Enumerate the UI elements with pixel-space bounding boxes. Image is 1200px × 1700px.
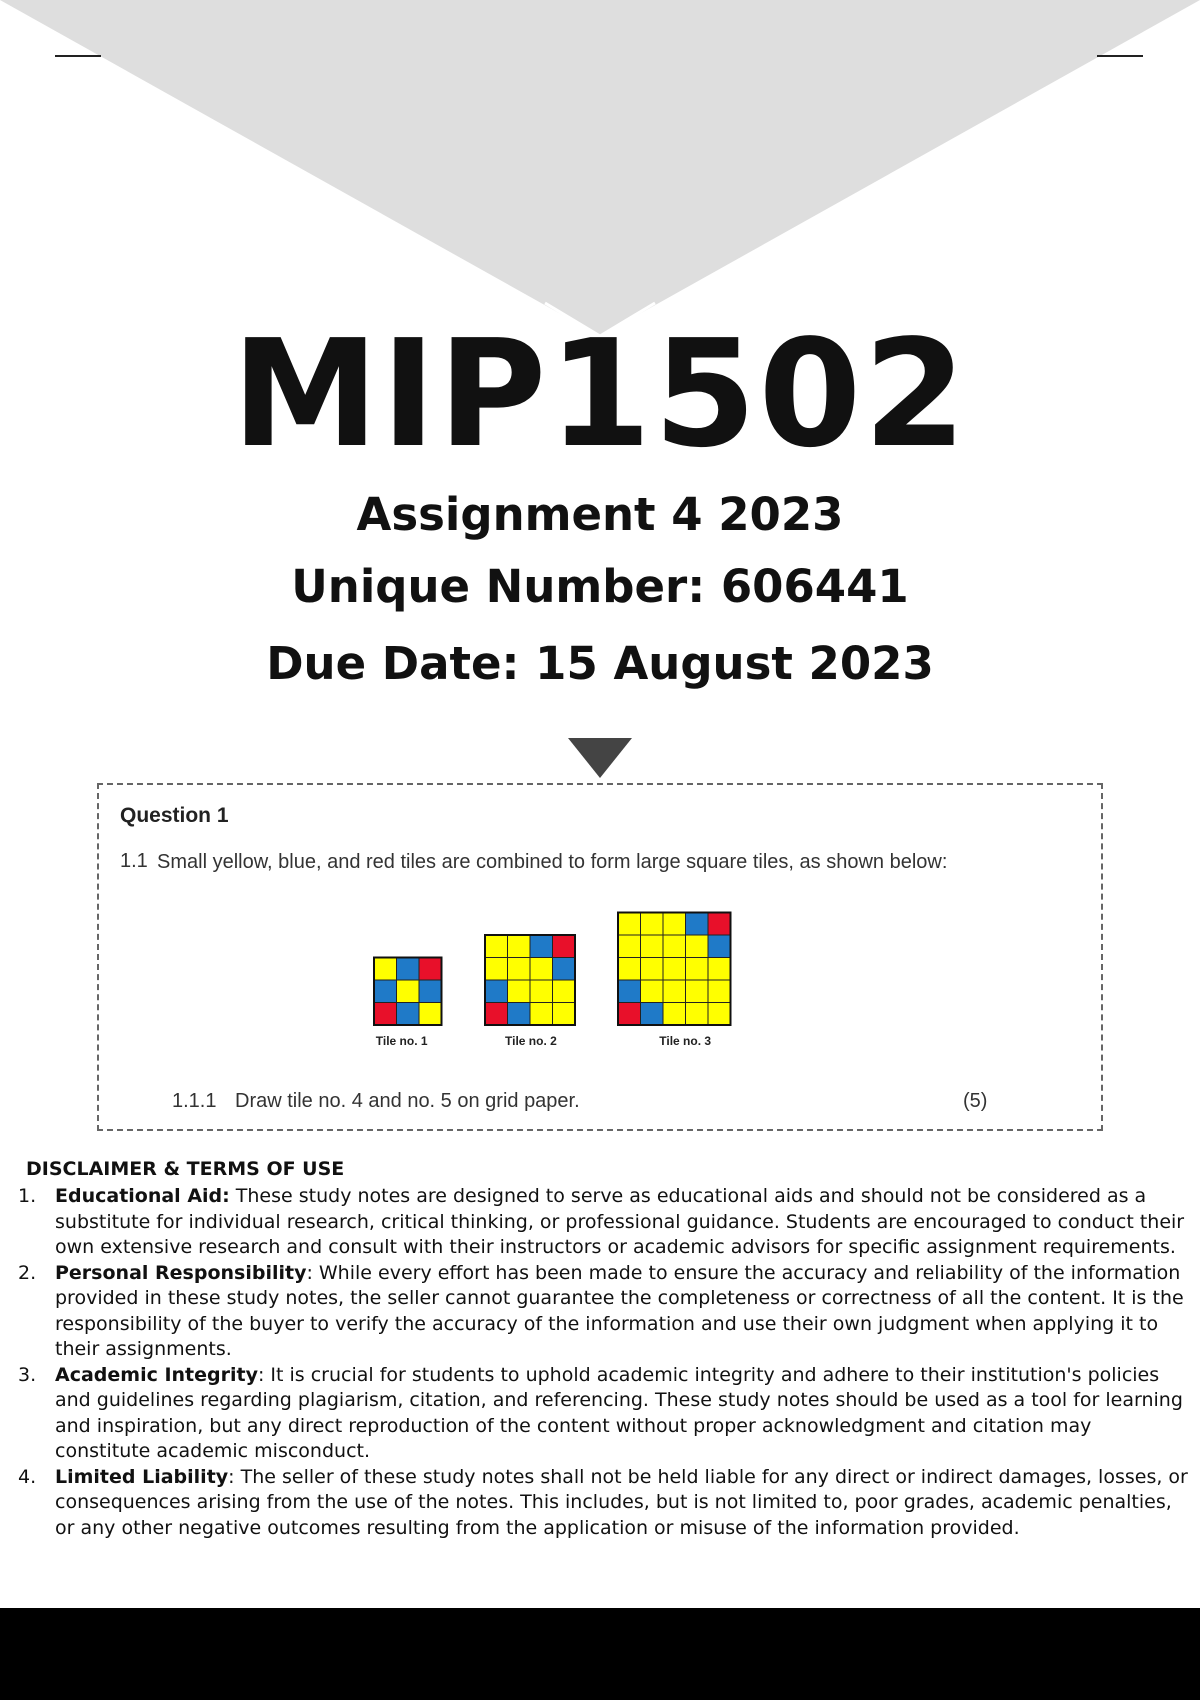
- tile-cell: [641, 980, 664, 1003]
- course-code-title: MIP1502: [231, 308, 969, 480]
- down-arrow-icon: [568, 738, 632, 778]
- tile-cell: [708, 935, 731, 958]
- term-heading: Limited Liability: [55, 1465, 229, 1488]
- tile-cell: [686, 958, 709, 981]
- question-box: [97, 783, 1103, 1131]
- tile-cell: [530, 980, 553, 1003]
- tile-cell: [618, 980, 641, 1003]
- tile-cell: [708, 1003, 731, 1026]
- tile-cell: [485, 980, 508, 1003]
- term-item-limited-liability: [18, 1465, 1188, 1542]
- tile-cell: [663, 958, 686, 981]
- sub-question-text: Draw tile no. 4 and no. 5 on grid paper.: [235, 1090, 580, 1112]
- tile-cell: [485, 1003, 508, 1026]
- tile-cell: [374, 958, 397, 981]
- tile-figure-2: [485, 935, 575, 1048]
- tile-cell: [508, 980, 531, 1003]
- tile-cell: [419, 980, 442, 1003]
- tile-cell: [485, 958, 508, 981]
- tile-cell: [663, 980, 686, 1003]
- term-number: 4.: [18, 1465, 37, 1488]
- tile-cell: [618, 958, 641, 981]
- tile-cell: [663, 1003, 686, 1026]
- tile-caption: Tile no. 1: [375, 1034, 428, 1048]
- tile-cell: [618, 935, 641, 958]
- corner-dash-left: [55, 55, 101, 57]
- disclaimer-title: DISCLAIMER & TERMS OF USE: [26, 1158, 345, 1180]
- tile-cell: [485, 935, 508, 958]
- term-text: : The seller of these study notes shall not be held liable for any direct or indirect damages, losses, or consequences arising from the use of the notes. This includes, but is not limited to, poor grades, academic penalties, or any other negative outcomes resulting from the application or misuse of the information provided.: [55, 1465, 1188, 1539]
- tile-cell: [508, 935, 531, 958]
- term-heading: Academic Integrity: [55, 1363, 258, 1386]
- tile-cell: [530, 958, 553, 981]
- term-text: : It is crucial for students to uphold academic integrity and adhere to their institution's policies and guidelines regarding plagiarism, citation, and referencing. These study notes should be used as a tool for learning and inspiration, but any direct reproduction of the content without proper acknowledgment and citation may constitute academic misconduct.: [55, 1363, 1183, 1462]
- tile-cell: [553, 1003, 576, 1026]
- tile-cell: [397, 958, 420, 981]
- sub-question-number: 1.1.1: [172, 1090, 217, 1112]
- tile-cell: [686, 1003, 709, 1026]
- tile-cell: [686, 935, 709, 958]
- tile-caption: Tile no. 3: [659, 1034, 712, 1048]
- term-text: These study notes are designed to serve as educational aids and should not be considered as a substitute for individual research, critical thinking, or professional guidance. Students are encouraged to conduct their own extensive research and consult with their instructors or academic advisors for specific assignment requirements.: [55, 1185, 1185, 1258]
- tile-cell: [508, 1003, 531, 1026]
- term-item-academic-integrity: [18, 1363, 1188, 1465]
- term-number: 2.: [18, 1261, 37, 1284]
- tile-cell: [374, 980, 397, 1003]
- tile-cell: [508, 958, 531, 981]
- tile-cell: [397, 1003, 420, 1026]
- term-number: 1.: [18, 1185, 37, 1207]
- tile-cell: [708, 958, 731, 981]
- tile-cell: [663, 913, 686, 936]
- tile-cell: [419, 1003, 442, 1026]
- tile-figure-3: [618, 913, 731, 1049]
- term-item-educational-aid: [18, 1184, 1188, 1261]
- tile-cell: [708, 980, 731, 1003]
- tile-cell: [553, 958, 576, 981]
- tile-cell: [641, 1003, 664, 1026]
- due-date: Due Date: 15 August 2023: [266, 637, 934, 690]
- tile-figure-1: [374, 958, 442, 1049]
- sub-question-marks: (5): [963, 1090, 988, 1112]
- tile-cell: [641, 958, 664, 981]
- tile-cell: [618, 1003, 641, 1026]
- corner-dash-right: [1097, 55, 1143, 57]
- tile-cell: [553, 980, 576, 1003]
- tile-cell: [618, 913, 641, 936]
- term-heading: Personal Responsibility: [55, 1261, 307, 1284]
- tile-cell: [686, 913, 709, 936]
- tile-cell: [641, 913, 664, 936]
- question-title: Question 1: [120, 804, 229, 827]
- terms-list: [18, 1184, 1188, 1541]
- tile-cell: [553, 935, 576, 958]
- term-heading: Educational Aid:: [55, 1185, 230, 1207]
- question-text: Small yellow, blue, and red tiles are combined to form large square tiles, as shown below:: [157, 851, 948, 873]
- assignment-title: Assignment 4 2023: [356, 488, 844, 541]
- tile-cell: [686, 980, 709, 1003]
- tile-cell: [641, 935, 664, 958]
- tile-cell: [530, 935, 553, 958]
- footer-bar: [0, 1608, 1200, 1700]
- tile-cell: [419, 958, 442, 981]
- tile-cell: [374, 1003, 397, 1026]
- tile-cell: [663, 935, 686, 958]
- tile-caption: Tile no. 2: [505, 1034, 557, 1048]
- unique-number: Unique Number: 606441: [291, 560, 909, 613]
- tile-cell: [708, 913, 731, 936]
- term-item-personal-responsibility: [18, 1261, 1188, 1363]
- tile-figures: [99, 785, 1105, 1133]
- term-text: : While every effort has been made to ensure the accuracy and reliability of the information provided in these study notes, the seller cannot guarantee the completeness or correctness of all the content. It is the responsibility of the buyer to verify the accuracy of the information and use their own judgment when applying it to their assignments.: [55, 1261, 1184, 1360]
- term-number: 3.: [18, 1363, 37, 1386]
- tile-cell: [530, 1003, 553, 1026]
- tile-cell: [397, 980, 420, 1003]
- header-chevron-shape: [0, 0, 1200, 340]
- question-number: 1.1: [120, 850, 148, 872]
